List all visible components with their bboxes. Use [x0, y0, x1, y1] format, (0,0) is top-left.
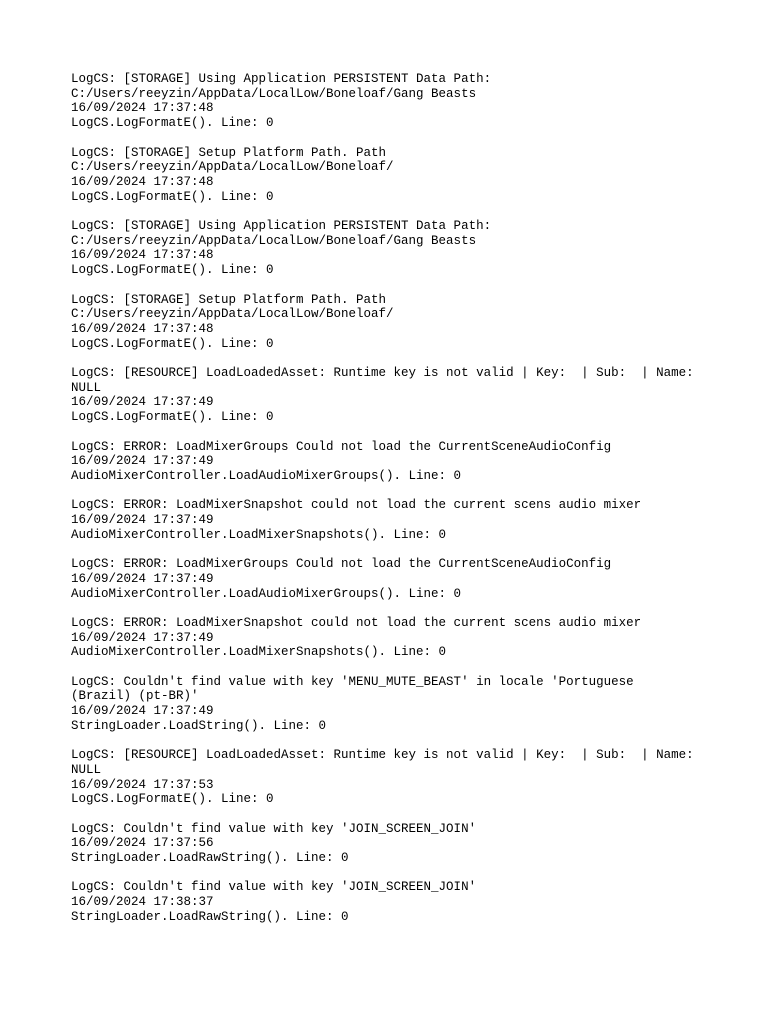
log-entry [71, 880, 731, 924]
log-line: AudioMixerController.LoadMixerSnapshots(). Line: 0 [71, 645, 447, 660]
log-line: 16/09/2024 17:37:48 [71, 101, 214, 116]
log-line: (Brazil) (pt-BR)' [71, 689, 199, 704]
log-line: C:/Users/reeyzin/AppData/LocalLow/Boneloaf/Gang Beasts [71, 233, 477, 248]
log-entry [71, 440, 731, 484]
log-line: LogCS.LogFormatE(). Line: 0 [71, 189, 274, 204]
log-line: LogCS: [STORAGE] Setup Platform Path. Path [71, 292, 387, 307]
log-entry [71, 675, 731, 734]
log-entry [71, 498, 731, 542]
log-line: LogCS.LogFormatE(). Line: 0 [71, 116, 274, 131]
log-line: LogCS: ERROR: LoadMixerGroups Could not load the CurrentSceneAudioConfig [71, 557, 612, 572]
log-line: 16/09/2024 17:37:49 [71, 704, 214, 719]
log-line: 16/09/2024 17:37:56 [71, 836, 214, 851]
log-line: LogCS: Couldn't find value with key 'JOIN_SCREEN_JOIN' [71, 821, 477, 836]
log-line: LogCS: [STORAGE] Using Application PERSISTENT Data Path: [71, 219, 492, 233]
log-line: LogCS: ERROR: LoadMixerSnapshot could not load the current scens audio mixer [71, 498, 642, 513]
log-line: 16/09/2024 17:37:49 [71, 454, 214, 469]
log-line: LogCS: [RESOURCE] LoadLoadedAsset: Runtime key is not valid | Key: | Sub: | Name: [71, 748, 694, 763]
log-line: LogCS.LogFormatE(). Line: 0 [71, 263, 274, 278]
log-line: LogCS.LogFormatE(). Line: 0 [71, 792, 274, 807]
log-entry [71, 72, 731, 131]
log-entry [71, 748, 731, 807]
log-line: LogCS.LogFormatE(). Line: 0 [71, 410, 274, 425]
log-line: LogCS: [RESOURCE] LoadLoadedAsset: Runtime key is not valid | Key: | Sub: | Name: [71, 366, 694, 380]
log-entry [71, 557, 731, 601]
log-line: 16/09/2024 17:37:48 [71, 248, 214, 263]
log-line: AudioMixerController.LoadMixerSnapshots(). Line: 0 [71, 527, 447, 542]
log-line: LogCS.LogFormatE(). Line: 0 [71, 336, 274, 351]
log-entry [71, 366, 731, 425]
log-line: LogCS: [STORAGE] Using Application PERSISTENT Data Path: [71, 72, 492, 86]
log-document [71, 72, 731, 939]
log-line: 16/09/2024 17:37:48 [71, 174, 214, 189]
log-line: 16/09/2024 17:37:48 [71, 321, 214, 336]
log-line: LogCS: ERROR: LoadMixerGroups Could not load the CurrentSceneAudioConfig [71, 439, 612, 454]
log-line: LogCS: ERROR: LoadMixerSnapshot could not load the current scens audio mixer [71, 615, 642, 630]
log-line: C:/Users/reeyzin/AppData/LocalLow/Boneloaf/Gang Beasts [71, 86, 477, 101]
log-line: 16/09/2024 17:37:49 [71, 571, 214, 586]
log-line: NULL [71, 762, 102, 777]
log-line: LogCS: Couldn't find value with key 'JOIN_SCREEN_JOIN' [71, 880, 477, 895]
log-entry [71, 146, 731, 205]
log-line: LogCS: Couldn't find value with key 'MENU_MUTE_BEAST' in locale 'Portuguese [71, 674, 634, 689]
log-line: StringLoader.LoadRawString(). Line: 0 [71, 851, 349, 866]
log-line: 16/09/2024 17:37:49 [71, 513, 214, 527]
log-entry [71, 822, 731, 866]
log-line: 16/09/2024 17:38:37 [71, 895, 214, 910]
log-line: C:/Users/reeyzin/AppData/LocalLow/Boneloaf/ [71, 160, 394, 175]
log-line: StringLoader.LoadString(). Line: 0 [71, 718, 327, 733]
log-line: AudioMixerController.LoadAudioMixerGroups(). Line: 0 [71, 468, 462, 483]
log-line: 16/09/2024 17:37:53 [71, 777, 214, 792]
log-entry [71, 219, 731, 278]
log-line: 16/09/2024 17:37:49 [71, 395, 214, 410]
log-line: 16/09/2024 17:37:49 [71, 630, 214, 645]
log-line: AudioMixerController.LoadAudioMixerGroups(). Line: 0 [71, 586, 462, 601]
log-line: C:/Users/reeyzin/AppData/LocalLow/Boneloaf/ [71, 307, 394, 322]
log-line: StringLoader.LoadRawString(). Line: 0 [71, 909, 349, 924]
log-line: LogCS: [STORAGE] Setup Platform Path. Path [71, 145, 387, 160]
log-line: NULL [71, 380, 102, 395]
log-entry [71, 293, 731, 352]
log-entry [71, 616, 731, 660]
